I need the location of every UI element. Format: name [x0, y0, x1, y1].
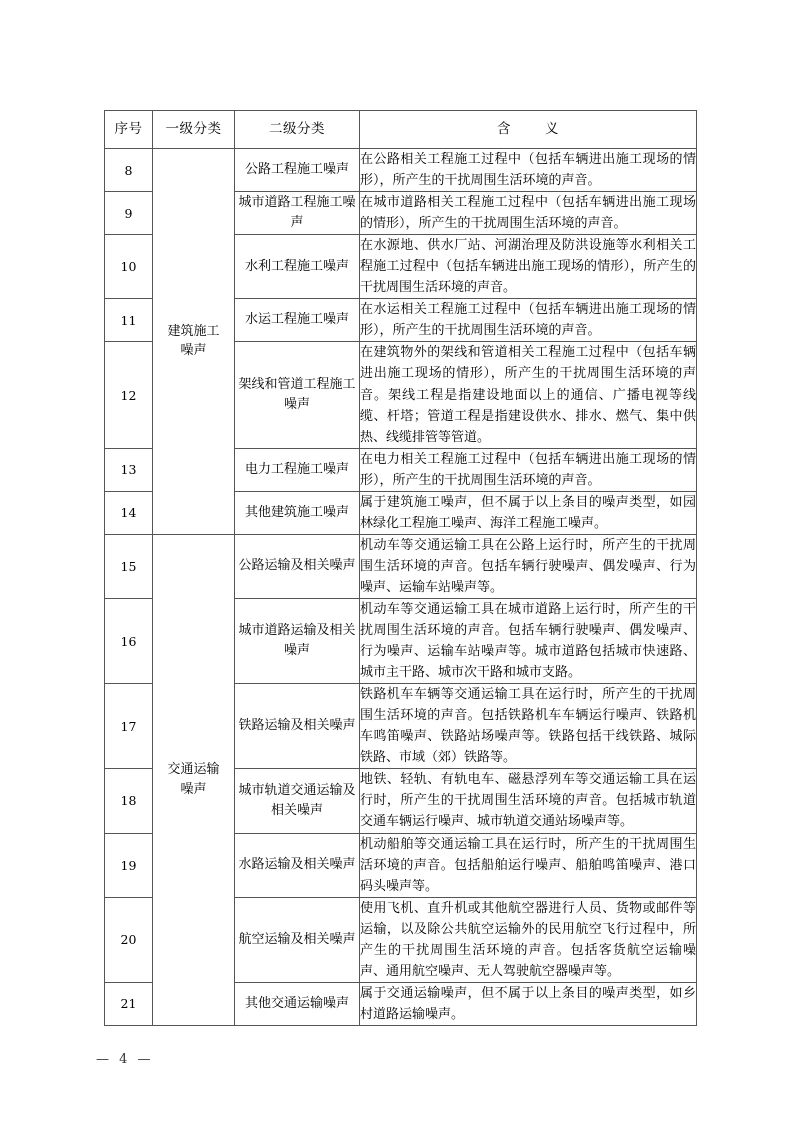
cell-sequence-number: 19 [105, 833, 153, 897]
column-header-meaning [360, 111, 697, 149]
column-header-seq: 序号 [105, 111, 153, 149]
column-header-level1: 一级分类 [153, 111, 235, 149]
cell-level2-category: 铁路运输及相关噪声 [235, 684, 360, 769]
table-header-row [105, 111, 697, 149]
cell-meaning: 在水运相关工程施工过程中（包括车辆进出施工现场的情形），所产生的干扰周围生活环境的声音。 [360, 299, 697, 342]
cell-meaning: 在水源地、供水厂站、河湖治理及防洪设施等水利相关工程施工过程中（包括车辆进出施工现场的情形），所产生的干扰周围生活环境的声音。 [360, 235, 697, 299]
cell-level2-category: 公路工程施工噪声 [235, 149, 360, 192]
cell-meaning: 在公路相关工程施工过程中（包括车辆进出施工现场的情形），所产生的干扰周围生活环境的声音。 [360, 149, 697, 192]
cell-meaning: 在电力相关工程施工过程中（包括车辆进出施工现场的情形），所产生的干扰周围生活环境的声音。 [360, 448, 697, 491]
column-header-meaning-part1: 含 [497, 121, 511, 137]
cell-sequence-number: 14 [105, 491, 153, 534]
cell-level2-category: 水利工程施工噪声 [235, 235, 360, 299]
cell-level2-category: 电力工程施工噪声 [235, 448, 360, 491]
cell-level2-category: 城市道路运输及相关噪声 [235, 598, 360, 683]
cell-meaning: 属于交通运输噪声，但不属于以上条目的噪声类型，如乡村道路运输噪声。 [360, 982, 697, 1025]
cell-sequence-number: 17 [105, 684, 153, 769]
cell-level1-category: 交通运输 噪声 [153, 534, 235, 1025]
cell-sequence-number: 20 [105, 897, 153, 982]
cell-meaning: 地铁、轻轨、有轨电车、磁悬浮列车等交通运输工具在运行时，所产生的干扰周围生活环境的声音。包括城市轨道交通车辆运行噪声、城市轨道交通站场噪声等。 [360, 769, 697, 833]
cell-meaning: 在城市道路相关工程施工过程中（包括车辆进出施工现场的情形），所产生的干扰周围生活环境的声音。 [360, 192, 697, 235]
classification-table-container [104, 110, 696, 1026]
cell-level2-category: 城市道路工程施工噪声 [235, 192, 360, 235]
table-body [105, 111, 697, 1026]
cell-meaning: 机动船舶等交通运输工具在运行时，所产生的干扰周围生活环境的声音。包括船舶运行噪声、船舶鸣笛噪声、港口码头噪声等。 [360, 833, 697, 897]
cell-level2-category: 水路运输及相关噪声 [235, 833, 360, 897]
cell-sequence-number: 8 [105, 149, 153, 192]
page-number: — 4 — [96, 1052, 154, 1067]
cell-level2-category: 公路运输及相关噪声 [235, 534, 360, 598]
cell-level1-category: 建筑施工 噪声 [153, 149, 235, 535]
cell-sequence-number: 16 [105, 598, 153, 683]
cell-meaning: 属于建筑施工噪声，但不属于以上条目的噪声类型，如园林绿化工程施工噪声、海洋工程施工噪声。 [360, 491, 697, 534]
cell-meaning: 铁路机车车辆等交通运输工具在运行时，所产生的干扰周围生活环境的声音。包括铁路机车车辆运行噪声、铁路机车鸣笛噪声、铁路站场噪声等。铁路包括干线铁路、城际铁路、市域（郊）铁路等。 [360, 684, 697, 769]
noise-classification-table [104, 110, 697, 1026]
cell-level2-category: 其他建筑施工噪声 [235, 491, 360, 534]
table-row [105, 534, 697, 598]
cell-level2-category: 其他交通运输噪声 [235, 982, 360, 1025]
cell-sequence-number: 13 [105, 448, 153, 491]
cell-sequence-number: 21 [105, 982, 153, 1025]
cell-sequence-number: 11 [105, 299, 153, 342]
cell-level2-category: 架线和管道工程施工噪声 [235, 342, 360, 448]
cell-sequence-number: 9 [105, 192, 153, 235]
cell-level2-category: 城市轨道交通运输及相关噪声 [235, 769, 360, 833]
cell-meaning: 使用飞机、直升机或其他航空器进行人员、货物或邮件等运输，以及除公共航空运输外的民用航空飞行过程中，所产生的干扰周围生活环境的声音。包括客货航空运输噪声、通用航空噪声、无人驾驶航空器噪声等。 [360, 897, 697, 982]
cell-level2-category: 航空运输及相关噪声 [235, 897, 360, 982]
cell-meaning: 机动车等交通运输工具在城市道路上运行时，所产生的干扰周围生活环境的声音。包括车辆行驶噪声、偶发噪声、行为噪声、运输车站噪声等。城市道路包括城市快速路、城市主干路、城市次干路和城市支路。 [360, 598, 697, 683]
table-row [105, 149, 697, 192]
column-header-level2: 二级分类 [235, 111, 360, 149]
cell-sequence-number: 18 [105, 769, 153, 833]
cell-meaning: 在建筑物外的架线和管道相关工程施工过程中（包括车辆进出施工现场的情形），所产生的干扰周围生活环境的声音。架线工程是指建设地面以上的通信、广播电视等线缆、杆塔；管道工程是指建设供水、排水、燃气、集中供热、线缆排管等管道。 [360, 342, 697, 448]
cell-level2-category: 水运工程施工噪声 [235, 299, 360, 342]
cell-sequence-number: 15 [105, 534, 153, 598]
cell-meaning: 机动车等交通运输工具在公路上运行时，所产生的干扰周围生活环境的声音。包括车辆行驶噪声、偶发噪声、行为噪声、运输车站噪声等。 [360, 534, 697, 598]
column-header-meaning-part2: 义 [545, 121, 559, 137]
cell-sequence-number: 10 [105, 235, 153, 299]
cell-sequence-number: 12 [105, 342, 153, 448]
page-footer [0, 1052, 800, 1067]
